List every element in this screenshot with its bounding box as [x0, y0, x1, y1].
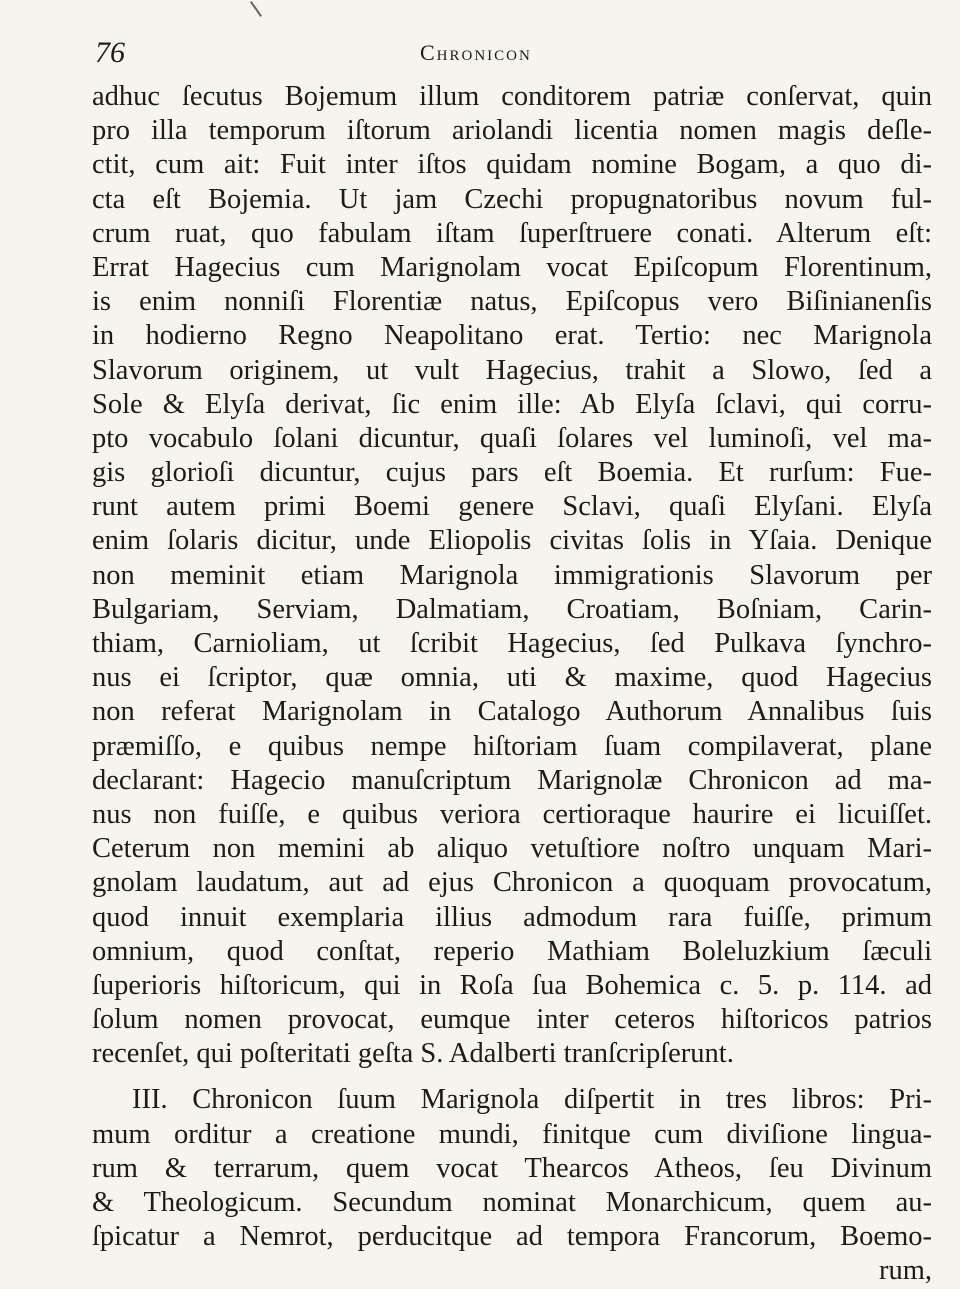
- text-line: pro illa temporum iſtorum ariolandi licentia nomen magis deſle-: [92, 115, 932, 147]
- text-line: & Theologicum. Secundum nominat Monarchicum, quem au-: [92, 1187, 932, 1218]
- text-line: adhuc ſecutus Bojemum illum conditorem patriæ conſervat, quin: [92, 81, 932, 112]
- text-line: gis glorioſi dicuntur, cujus pars eſt Boemia. Et rurſum: Fue-: [92, 457, 932, 489]
- text-line: mum orditur a creatione mundi, finitque cum diviſione lingua-: [92, 1118, 932, 1150]
- page-header: [95, 36, 935, 76]
- text-line: Slavorum originem, ut vult Hagecius, trahit a Slowo, ſed a: [92, 354, 932, 386]
- text-line: ctit, cum ait: Fuit inter iſtos quidam nomine Bogam, a quo di-: [92, 149, 932, 181]
- text-line: crum ruat, quo fabulam iſtam ſuperſtruere conati. Alterum eſt:: [92, 217, 932, 249]
- text-line: cta eſt Bojemia. Ut jam Czechi propugnatoribus novum ful-: [92, 183, 932, 215]
- body-text: [92, 80, 932, 1289]
- page-number: 76: [95, 36, 125, 69]
- text-line: recenſet, qui poſteritati geſta S. Adalberti tranſcripſerunt.: [92, 1038, 734, 1070]
- text-line: ſpicatur a Nemrot, perducitque ad tempora Francorum, Boemo-: [92, 1221, 932, 1253]
- text-line: thiam, Carnioliam, ut ſcribit Hagecius, ſed Pulkava ſynchro-: [92, 628, 932, 659]
- text-line: omnium, quod conſtat, reperio Mathiam Boleluzkium ſæculi: [92, 935, 932, 967]
- text-line: nus non fuiſſe, e quibus veriora certioraque haurire ei licuiſſet.: [92, 798, 932, 830]
- text-line: declarant: Hagecio manuſcriptum Marignolæ Chronicon ad ma-: [92, 764, 932, 796]
- text-line: runt autem primi Boemi genere Sclavi, quaſi Elyſani. Elyſa: [92, 491, 932, 523]
- text-line: in hodierno Regno Neapolitano erat. Tertio: nec Marignola: [92, 320, 932, 352]
- text-line: gnolam laudatum, aut ad ejus Chronicon a quoquam provocatum,: [92, 867, 932, 899]
- text-line: Bulgariam, Serviam, Dalmatiam, Croatiam, Boſniam, Carin-: [92, 593, 932, 625]
- text-line: quod innuit exemplaria illius admodum rara fuiſſe, primum: [92, 901, 932, 933]
- text-line: is enim nonniſi Florentiæ natus, Epiſcopus vero Biſinianenſis: [92, 286, 932, 318]
- text-line: pto vocabulo ſolani dicuntur, quaſi ſolares vel luminoſi, vel ma-: [92, 422, 932, 454]
- text-line: non referat Marignolam in Catalogo Authorum Annalibus ſuis: [92, 696, 932, 728]
- text-line: enim ſolaris dicitur, unde Eliopolis civitas ſolis in Yſaia. Denique: [92, 525, 932, 557]
- text-line: ſolum nomen provocat, eumque inter ceteros hiſtoricos patrios: [92, 1004, 932, 1036]
- text-line: Ceterum non memini ab aliquo vetuſtiore noſtro unquam Mari-: [92, 833, 932, 865]
- paragraph-2: [92, 1083, 932, 1254]
- text-line: III. Chronicon ſuum Marignola diſpertit in tres libros: Pri-: [132, 1084, 932, 1116]
- paragraph-1: [92, 80, 932, 1071]
- text-line: non meminit etiam Marignola immigrationis Slavorum per: [92, 559, 932, 591]
- running-head: Chronicon: [420, 40, 532, 65]
- text-line: Errat Hagecius cum Marignolam vocat Epiſcopum Florentinum,: [92, 251, 932, 283]
- scan-artifact: [250, 1, 262, 17]
- text-line: ſuperioris hiſtoricum, qui in Roſa ſua Bohemica c. 5. p. 114. ad: [92, 969, 932, 1001]
- catchword: rum,: [878, 1255, 932, 1287]
- text-line: Sole & Elyſa derivat, ſic enim ille: Ab Elyſa ſclavi, qui corru-: [92, 388, 932, 420]
- text-line: nus ei ſcriptor, quæ omnia, uti & maxime, quod Hagecius: [92, 662, 932, 694]
- text-line: rum & terrarum, quem vocat Thearcos Atheos, ſeu Divinum: [92, 1152, 932, 1184]
- text-line: præmiſſo, e quibus nempe hiſtoriam ſuam compilaverat, plane: [92, 730, 932, 762]
